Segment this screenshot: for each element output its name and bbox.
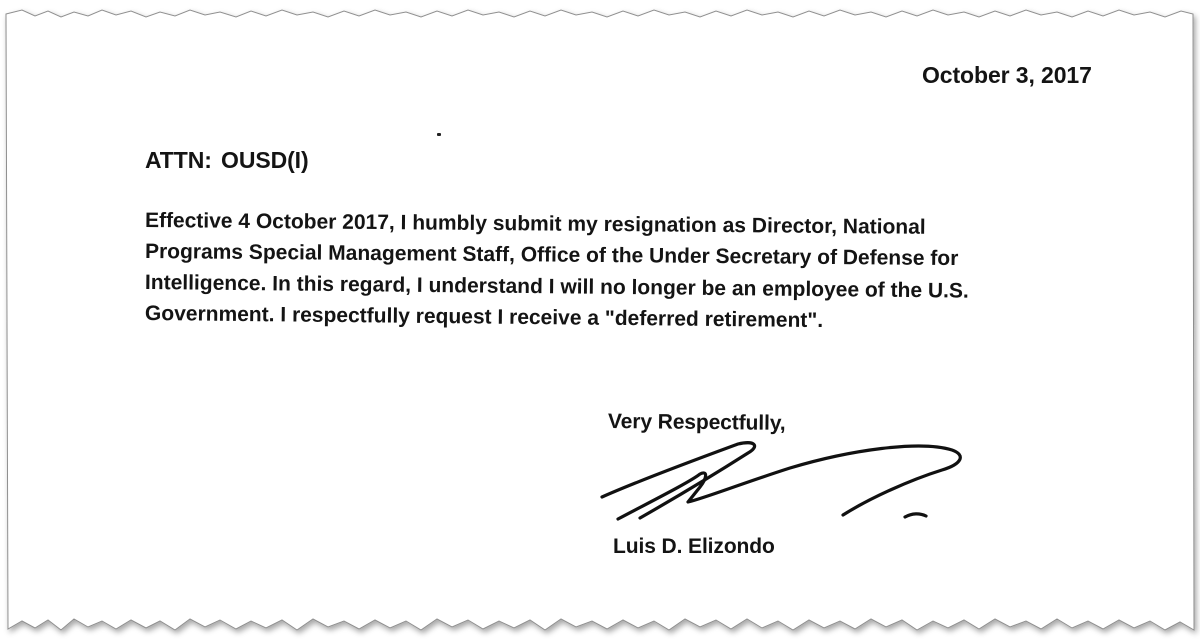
letter-body [144,205,1075,333]
body-line: Intelligence. In this regard, I understand I will no longer be an employee of the U.S. [144,271,969,303]
body-line: Effective 4 October 2017, I humbly submit my resignation as Director, National [144,209,926,239]
attention-line: ATTN: OUSD(I) [145,147,309,173]
scan-speck [437,133,441,136]
closing-salutation: Very Respectfully, [607,410,786,435]
letter-date: October 3, 2017 [922,62,1092,88]
body-line: Programs Special Management Staff, Office of the Under Secretary of Defense for [144,240,959,271]
signatory-name: Luis D. Elizondo [613,535,775,558]
body-line: Government. I respectfully request I receive a "deferred retirement". [144,302,824,333]
